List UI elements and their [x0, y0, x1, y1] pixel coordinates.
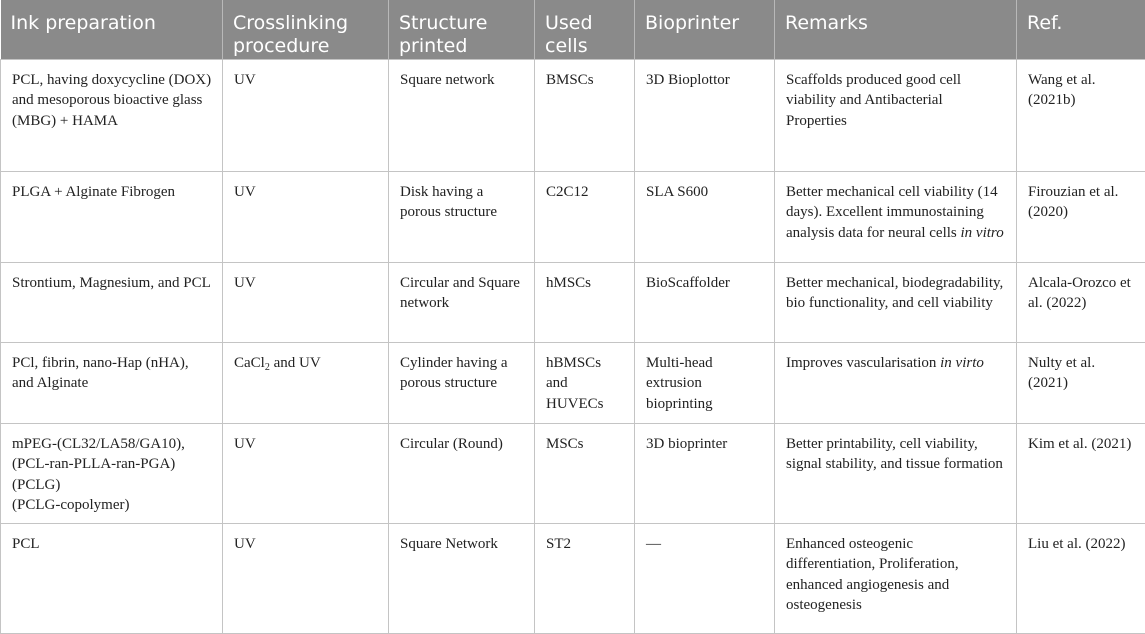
remarks-text: Improves vascularisation [786, 355, 940, 371]
ink-line: (PCLG-copolymer) [12, 495, 212, 516]
table-row [1, 171, 1145, 262]
cell-ref: Kim et al. (2021) [1017, 423, 1145, 523]
cell-ink-preparation: PLGA + Alginate Fibrogen [1, 171, 223, 262]
header-structure-printed: Structure printed [389, 0, 535, 59]
table-row [1, 342, 1145, 423]
ink-line: (PCLG) [12, 475, 212, 496]
cell-bioprinter: BioScaffolder [635, 262, 775, 342]
cell-crosslinking: UV [223, 523, 389, 633]
header-used-cells: Used cells [535, 0, 635, 59]
cell-ref: Firouzian et al. (2020) [1017, 171, 1145, 262]
cell-bioprinter: — [635, 523, 775, 633]
cell-cells: C2C12 [535, 171, 635, 262]
cell-crosslinking: UV [223, 423, 389, 523]
cell-structure: Circular (Round) [389, 423, 535, 523]
cell-remarks [775, 342, 1017, 423]
cell-ink-preparation: Strontium, Magnesium, and PCL [1, 262, 223, 342]
crosslinking-post: and UV [270, 355, 321, 371]
cell-crosslinking: UV [223, 262, 389, 342]
table-row [1, 523, 1145, 633]
cell-structure: Square Network [389, 523, 535, 633]
cell-bioprinter: 3D Bioplottor [635, 59, 775, 171]
cell-remarks [775, 59, 1017, 171]
table-row [1, 262, 1145, 342]
cell-ref: Liu et al. (2022) [1017, 523, 1145, 633]
cell-remarks [775, 423, 1017, 523]
cell-remarks [775, 262, 1017, 342]
header-ink-preparation: Ink preparation [1, 0, 223, 59]
ink-line: mPEG-(CL32/LA58/GA10), [12, 434, 212, 455]
cell-cells: BMSCs [535, 59, 635, 171]
table-row [1, 423, 1145, 523]
cell-remarks [775, 523, 1017, 633]
cell-structure: Disk having a porous structure [389, 171, 535, 262]
remarks-text: Enhanced osteogenic differentiation, Proliferation, enhanced angiogenesis and osteogenesis [786, 536, 959, 614]
header-remarks: Remarks [775, 0, 1017, 59]
cell-ink-preparation: PCL [1, 523, 223, 633]
cell-structure: Circular and Square network [389, 262, 535, 342]
remarks-italic: in vitro [961, 225, 1004, 241]
cell-cells: hMSCs [535, 262, 635, 342]
cell-bioprinter: SLA S600 [635, 171, 775, 262]
header-bioprinter: Bioprinter [635, 0, 775, 59]
cell-crosslinking [223, 342, 389, 423]
crosslinking-subscript: 2 [265, 362, 270, 373]
header-ref: Ref. [1017, 0, 1145, 59]
crosslinking-pre: CaCl [234, 355, 265, 371]
cell-ref: Nulty et al. (2021) [1017, 342, 1145, 423]
cell-structure: Cylinder having a porous structure [389, 342, 535, 423]
header-row [1, 0, 1145, 59]
cell-ink-preparation: PCl, fibrin, nano-Hap (nHA), and Alginate [1, 342, 223, 423]
cell-ref: Wang et al. (2021b) [1017, 59, 1145, 171]
cell-cells: hBMSCs and HUVECs [535, 342, 635, 423]
cell-ink-preparation: PCL, having doxycycline (DOX) and mesoporous bioactive glass (MBG) + HAMA [1, 59, 223, 171]
table-row [1, 59, 1145, 171]
remarks-text: Better mechanical, biodegradability, bio functionality, and cell viability [786, 275, 1003, 312]
remarks-text: Better printability, cell viability, signal stability, and tissue formation [786, 436, 1003, 473]
remarks-italic: in virto [940, 355, 984, 371]
cell-cells: MSCs [535, 423, 635, 523]
cell-crosslinking: UV [223, 59, 389, 171]
ink-line: (PCL-ran-PLLA-ran-PGA) [12, 454, 212, 475]
cell-cells: ST2 [535, 523, 635, 633]
cell-bioprinter: Multi-head extrusion bioprinting [635, 342, 775, 423]
cell-ref: Alcala-Orozco et al. (2022) [1017, 262, 1145, 342]
cell-crosslinking: UV [223, 171, 389, 262]
remarks-text: Scaffolds produced good cell viability and Antibacterial Properties [786, 72, 961, 129]
header-crosslinking-procedure: Crosslinking procedure [223, 0, 389, 59]
cell-structure: Square network [389, 59, 535, 171]
cell-bioprinter: 3D bioprinter [635, 423, 775, 523]
remarks-text: Better mechanical cell viability (14 days). Excellent immunostaining analysis data for neural cells [786, 184, 998, 241]
cell-ink-preparation [1, 423, 223, 523]
cell-remarks [775, 171, 1017, 262]
